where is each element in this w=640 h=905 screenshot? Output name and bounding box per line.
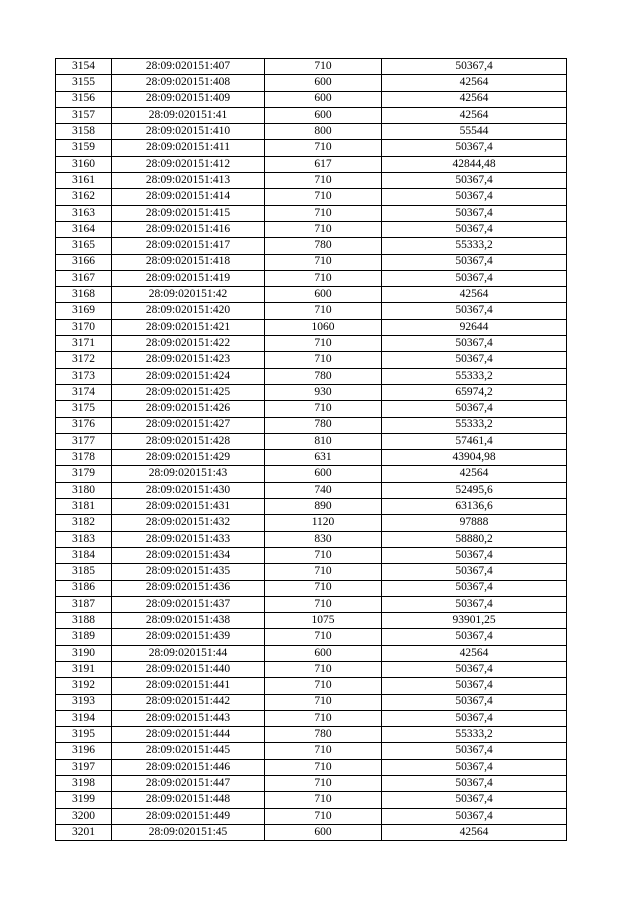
table-row (56, 189, 567, 205)
row-number-cell: 3172 (56, 352, 112, 368)
value-cell: 52495,6 (382, 482, 567, 498)
cadastral-number-cell: 28:09:020151:442 (112, 694, 265, 710)
area-cell: 617 (265, 156, 382, 172)
table-row (56, 254, 567, 270)
cadastral-number-cell: 28:09:020151:44 (112, 645, 265, 661)
cadastral-number-cell: 28:09:020151:417 (112, 238, 265, 254)
row-number-cell: 3160 (56, 156, 112, 172)
table-row (56, 59, 567, 75)
area-cell: 600 (265, 91, 382, 107)
row-number-cell: 3159 (56, 140, 112, 156)
cadastral-number-cell: 28:09:020151:418 (112, 254, 265, 270)
table-row (56, 499, 567, 515)
area-cell: 710 (265, 694, 382, 710)
area-cell: 600 (265, 75, 382, 91)
row-number-cell: 3183 (56, 531, 112, 547)
table-row (56, 238, 567, 254)
cadastral-number-cell: 28:09:020151:432 (112, 515, 265, 531)
land-plot-table (55, 58, 567, 841)
value-cell: 42564 (382, 75, 567, 91)
table-row (56, 319, 567, 335)
table-row (56, 140, 567, 156)
value-cell: 42844,48 (382, 156, 567, 172)
value-cell: 50367,4 (382, 401, 567, 417)
table-row (56, 824, 567, 840)
cadastral-number-cell: 28:09:020151:413 (112, 173, 265, 189)
table-row (56, 384, 567, 400)
area-cell: 710 (265, 629, 382, 645)
cadastral-number-cell: 28:09:020151:439 (112, 629, 265, 645)
cadastral-number-cell: 28:09:020151:441 (112, 678, 265, 694)
value-cell: 50367,4 (382, 336, 567, 352)
area-cell: 1060 (265, 319, 382, 335)
row-number-cell: 3167 (56, 270, 112, 286)
area-cell: 710 (265, 547, 382, 563)
table-row (56, 221, 567, 237)
row-number-cell: 3162 (56, 189, 112, 205)
cadastral-number-cell: 28:09:020151:421 (112, 319, 265, 335)
cadastral-number-cell: 28:09:020151:45 (112, 824, 265, 840)
value-cell: 50367,4 (382, 596, 567, 612)
table-row (56, 205, 567, 221)
row-number-cell: 3199 (56, 792, 112, 808)
table-row (56, 531, 567, 547)
area-cell: 1120 (265, 515, 382, 531)
value-cell: 50367,4 (382, 205, 567, 221)
row-number-cell: 3191 (56, 661, 112, 677)
table-row (56, 433, 567, 449)
table-row (56, 173, 567, 189)
table-row (56, 629, 567, 645)
table-row (56, 710, 567, 726)
area-cell: 710 (265, 580, 382, 596)
area-cell: 710 (265, 205, 382, 221)
cadastral-number-cell: 28:09:020151:424 (112, 368, 265, 384)
value-cell: 55333,2 (382, 238, 567, 254)
cadastral-number-cell: 28:09:020151:430 (112, 482, 265, 498)
cadastral-number-cell: 28:09:020151:414 (112, 189, 265, 205)
area-cell: 710 (265, 352, 382, 368)
row-number-cell: 3187 (56, 596, 112, 612)
row-number-cell: 3156 (56, 91, 112, 107)
area-cell: 600 (265, 466, 382, 482)
area-cell: 710 (265, 710, 382, 726)
area-cell: 710 (265, 303, 382, 319)
area-cell: 710 (265, 596, 382, 612)
row-number-cell: 3163 (56, 205, 112, 221)
row-number-cell: 3188 (56, 613, 112, 629)
cadastral-number-cell: 28:09:020151:416 (112, 221, 265, 237)
cadastral-number-cell: 28:09:020151:412 (112, 156, 265, 172)
cadastral-number-cell: 28:09:020151:446 (112, 759, 265, 775)
value-cell: 55544 (382, 124, 567, 140)
area-cell: 780 (265, 727, 382, 743)
value-cell: 58880,2 (382, 531, 567, 547)
cadastral-number-cell: 28:09:020151:431 (112, 499, 265, 515)
row-number-cell: 3181 (56, 499, 112, 515)
row-number-cell: 3178 (56, 450, 112, 466)
cadastral-number-cell: 28:09:020151:42 (112, 287, 265, 303)
table-row (56, 515, 567, 531)
area-cell: 830 (265, 531, 382, 547)
table-row (56, 466, 567, 482)
cadastral-number-cell: 28:09:020151:443 (112, 710, 265, 726)
value-cell: 50367,4 (382, 743, 567, 759)
table-row (56, 417, 567, 433)
cadastral-number-cell: 28:09:020151:407 (112, 59, 265, 75)
area-cell: 930 (265, 384, 382, 400)
value-cell: 50367,4 (382, 661, 567, 677)
row-number-cell: 3194 (56, 710, 112, 726)
row-number-cell: 3157 (56, 107, 112, 123)
value-cell: 50367,4 (382, 776, 567, 792)
value-cell: 50367,4 (382, 221, 567, 237)
row-number-cell: 3177 (56, 433, 112, 449)
value-cell: 50367,4 (382, 547, 567, 563)
row-number-cell: 3168 (56, 287, 112, 303)
area-cell: 710 (265, 678, 382, 694)
value-cell: 50367,4 (382, 173, 567, 189)
row-number-cell: 3165 (56, 238, 112, 254)
value-cell: 50367,4 (382, 678, 567, 694)
value-cell: 63136,6 (382, 499, 567, 515)
row-number-cell: 3175 (56, 401, 112, 417)
value-cell: 43904,98 (382, 450, 567, 466)
cadastral-number-cell: 28:09:020151:408 (112, 75, 265, 91)
document-page (55, 58, 567, 841)
table-row (56, 75, 567, 91)
cadastral-number-cell: 28:09:020151:447 (112, 776, 265, 792)
value-cell: 50367,4 (382, 629, 567, 645)
table-row (56, 91, 567, 107)
row-number-cell: 3201 (56, 824, 112, 840)
value-cell: 97888 (382, 515, 567, 531)
row-number-cell: 3161 (56, 173, 112, 189)
table-row (56, 368, 567, 384)
cadastral-number-cell: 28:09:020151:440 (112, 661, 265, 677)
cadastral-number-cell: 28:09:020151:428 (112, 433, 265, 449)
row-number-cell: 3158 (56, 124, 112, 140)
table-row (56, 124, 567, 140)
row-number-cell: 3171 (56, 336, 112, 352)
table-row (56, 580, 567, 596)
row-number-cell: 3186 (56, 580, 112, 596)
value-cell: 50367,4 (382, 303, 567, 319)
value-cell: 50367,4 (382, 792, 567, 808)
value-cell: 42564 (382, 466, 567, 482)
table-row (56, 401, 567, 417)
row-number-cell: 3166 (56, 254, 112, 270)
row-number-cell: 3195 (56, 727, 112, 743)
area-cell: 710 (265, 221, 382, 237)
area-cell: 710 (265, 759, 382, 775)
cadastral-number-cell: 28:09:020151:437 (112, 596, 265, 612)
table-row (56, 808, 567, 824)
value-cell: 42564 (382, 645, 567, 661)
cadastral-number-cell: 28:09:020151:420 (112, 303, 265, 319)
area-cell: 710 (265, 270, 382, 286)
cadastral-number-cell: 28:09:020151:436 (112, 580, 265, 596)
cadastral-number-cell: 28:09:020151:411 (112, 140, 265, 156)
cadastral-number-cell: 28:09:020151:434 (112, 547, 265, 563)
value-cell: 50367,4 (382, 270, 567, 286)
row-number-cell: 3169 (56, 303, 112, 319)
row-number-cell: 3197 (56, 759, 112, 775)
table-row (56, 156, 567, 172)
row-number-cell: 3192 (56, 678, 112, 694)
area-cell: 1075 (265, 613, 382, 629)
table-row (56, 759, 567, 775)
cadastral-number-cell: 28:09:020151:409 (112, 91, 265, 107)
table-row (56, 661, 567, 677)
value-cell: 50367,4 (382, 580, 567, 596)
row-number-cell: 3189 (56, 629, 112, 645)
row-number-cell: 3193 (56, 694, 112, 710)
value-cell: 50367,4 (382, 759, 567, 775)
area-cell: 710 (265, 59, 382, 75)
row-number-cell: 3198 (56, 776, 112, 792)
table-row (56, 613, 567, 629)
value-cell: 42564 (382, 287, 567, 303)
table-row (56, 694, 567, 710)
cadastral-number-cell: 28:09:020151:410 (112, 124, 265, 140)
area-cell: 890 (265, 499, 382, 515)
table-row (56, 645, 567, 661)
area-cell: 780 (265, 368, 382, 384)
area-cell: 600 (265, 107, 382, 123)
table-body (56, 59, 567, 841)
area-cell: 600 (265, 645, 382, 661)
area-cell: 710 (265, 254, 382, 270)
table-row (56, 303, 567, 319)
cadastral-number-cell: 28:09:020151:426 (112, 401, 265, 417)
cadastral-number-cell: 28:09:020151:448 (112, 792, 265, 808)
value-cell: 42564 (382, 91, 567, 107)
table-row (56, 287, 567, 303)
row-number-cell: 3154 (56, 59, 112, 75)
value-cell: 50367,4 (382, 189, 567, 205)
row-number-cell: 3155 (56, 75, 112, 91)
value-cell: 92644 (382, 319, 567, 335)
area-cell: 780 (265, 417, 382, 433)
cadastral-number-cell: 28:09:020151:445 (112, 743, 265, 759)
row-number-cell: 3173 (56, 368, 112, 384)
area-cell: 710 (265, 661, 382, 677)
row-number-cell: 3174 (56, 384, 112, 400)
value-cell: 55333,2 (382, 727, 567, 743)
cadastral-number-cell: 28:09:020151:427 (112, 417, 265, 433)
area-cell: 631 (265, 450, 382, 466)
area-cell: 710 (265, 189, 382, 205)
row-number-cell: 3196 (56, 743, 112, 759)
row-number-cell: 3164 (56, 221, 112, 237)
value-cell: 55333,2 (382, 417, 567, 433)
cadastral-number-cell: 28:09:020151:444 (112, 727, 265, 743)
area-cell: 710 (265, 808, 382, 824)
value-cell: 50367,4 (382, 564, 567, 580)
row-number-cell: 3184 (56, 547, 112, 563)
area-cell: 710 (265, 776, 382, 792)
table-row (56, 336, 567, 352)
value-cell: 57461,4 (382, 433, 567, 449)
value-cell: 55333,2 (382, 368, 567, 384)
cadastral-number-cell: 28:09:020151:415 (112, 205, 265, 221)
table-row (56, 270, 567, 286)
area-cell: 810 (265, 433, 382, 449)
cadastral-number-cell: 28:09:020151:433 (112, 531, 265, 547)
row-number-cell: 3190 (56, 645, 112, 661)
row-number-cell: 3180 (56, 482, 112, 498)
area-cell: 780 (265, 238, 382, 254)
value-cell: 50367,4 (382, 59, 567, 75)
table-row (56, 547, 567, 563)
area-cell: 710 (265, 336, 382, 352)
area-cell: 710 (265, 564, 382, 580)
table-row (56, 776, 567, 792)
row-number-cell: 3179 (56, 466, 112, 482)
row-number-cell: 3176 (56, 417, 112, 433)
area-cell: 710 (265, 792, 382, 808)
cadastral-number-cell: 28:09:020151:438 (112, 613, 265, 629)
table-row (56, 352, 567, 368)
area-cell: 800 (265, 124, 382, 140)
table-row (56, 743, 567, 759)
table-row (56, 564, 567, 580)
cadastral-number-cell: 28:09:020151:41 (112, 107, 265, 123)
table-row (56, 792, 567, 808)
cadastral-number-cell: 28:09:020151:435 (112, 564, 265, 580)
cadastral-number-cell: 28:09:020151:429 (112, 450, 265, 466)
value-cell: 65974,2 (382, 384, 567, 400)
cadastral-number-cell: 28:09:020151:449 (112, 808, 265, 824)
cadastral-number-cell: 28:09:020151:419 (112, 270, 265, 286)
table-row (56, 678, 567, 694)
table-row (56, 596, 567, 612)
value-cell: 50367,4 (382, 808, 567, 824)
row-number-cell: 3182 (56, 515, 112, 531)
value-cell: 50367,4 (382, 694, 567, 710)
cadastral-number-cell: 28:09:020151:425 (112, 384, 265, 400)
row-number-cell: 3200 (56, 808, 112, 824)
row-number-cell: 3170 (56, 319, 112, 335)
table-row (56, 107, 567, 123)
value-cell: 50367,4 (382, 254, 567, 270)
area-cell: 740 (265, 482, 382, 498)
area-cell: 600 (265, 824, 382, 840)
row-number-cell: 3185 (56, 564, 112, 580)
table-row (56, 450, 567, 466)
value-cell: 42564 (382, 824, 567, 840)
area-cell: 600 (265, 287, 382, 303)
area-cell: 710 (265, 743, 382, 759)
table-row (56, 482, 567, 498)
value-cell: 93901,25 (382, 613, 567, 629)
value-cell: 50367,4 (382, 140, 567, 156)
cadastral-number-cell: 28:09:020151:43 (112, 466, 265, 482)
table-row (56, 727, 567, 743)
area-cell: 710 (265, 173, 382, 189)
cadastral-number-cell: 28:09:020151:422 (112, 336, 265, 352)
value-cell: 50367,4 (382, 710, 567, 726)
area-cell: 710 (265, 140, 382, 156)
value-cell: 50367,4 (382, 352, 567, 368)
cadastral-number-cell: 28:09:020151:423 (112, 352, 265, 368)
value-cell: 42564 (382, 107, 567, 123)
area-cell: 710 (265, 401, 382, 417)
